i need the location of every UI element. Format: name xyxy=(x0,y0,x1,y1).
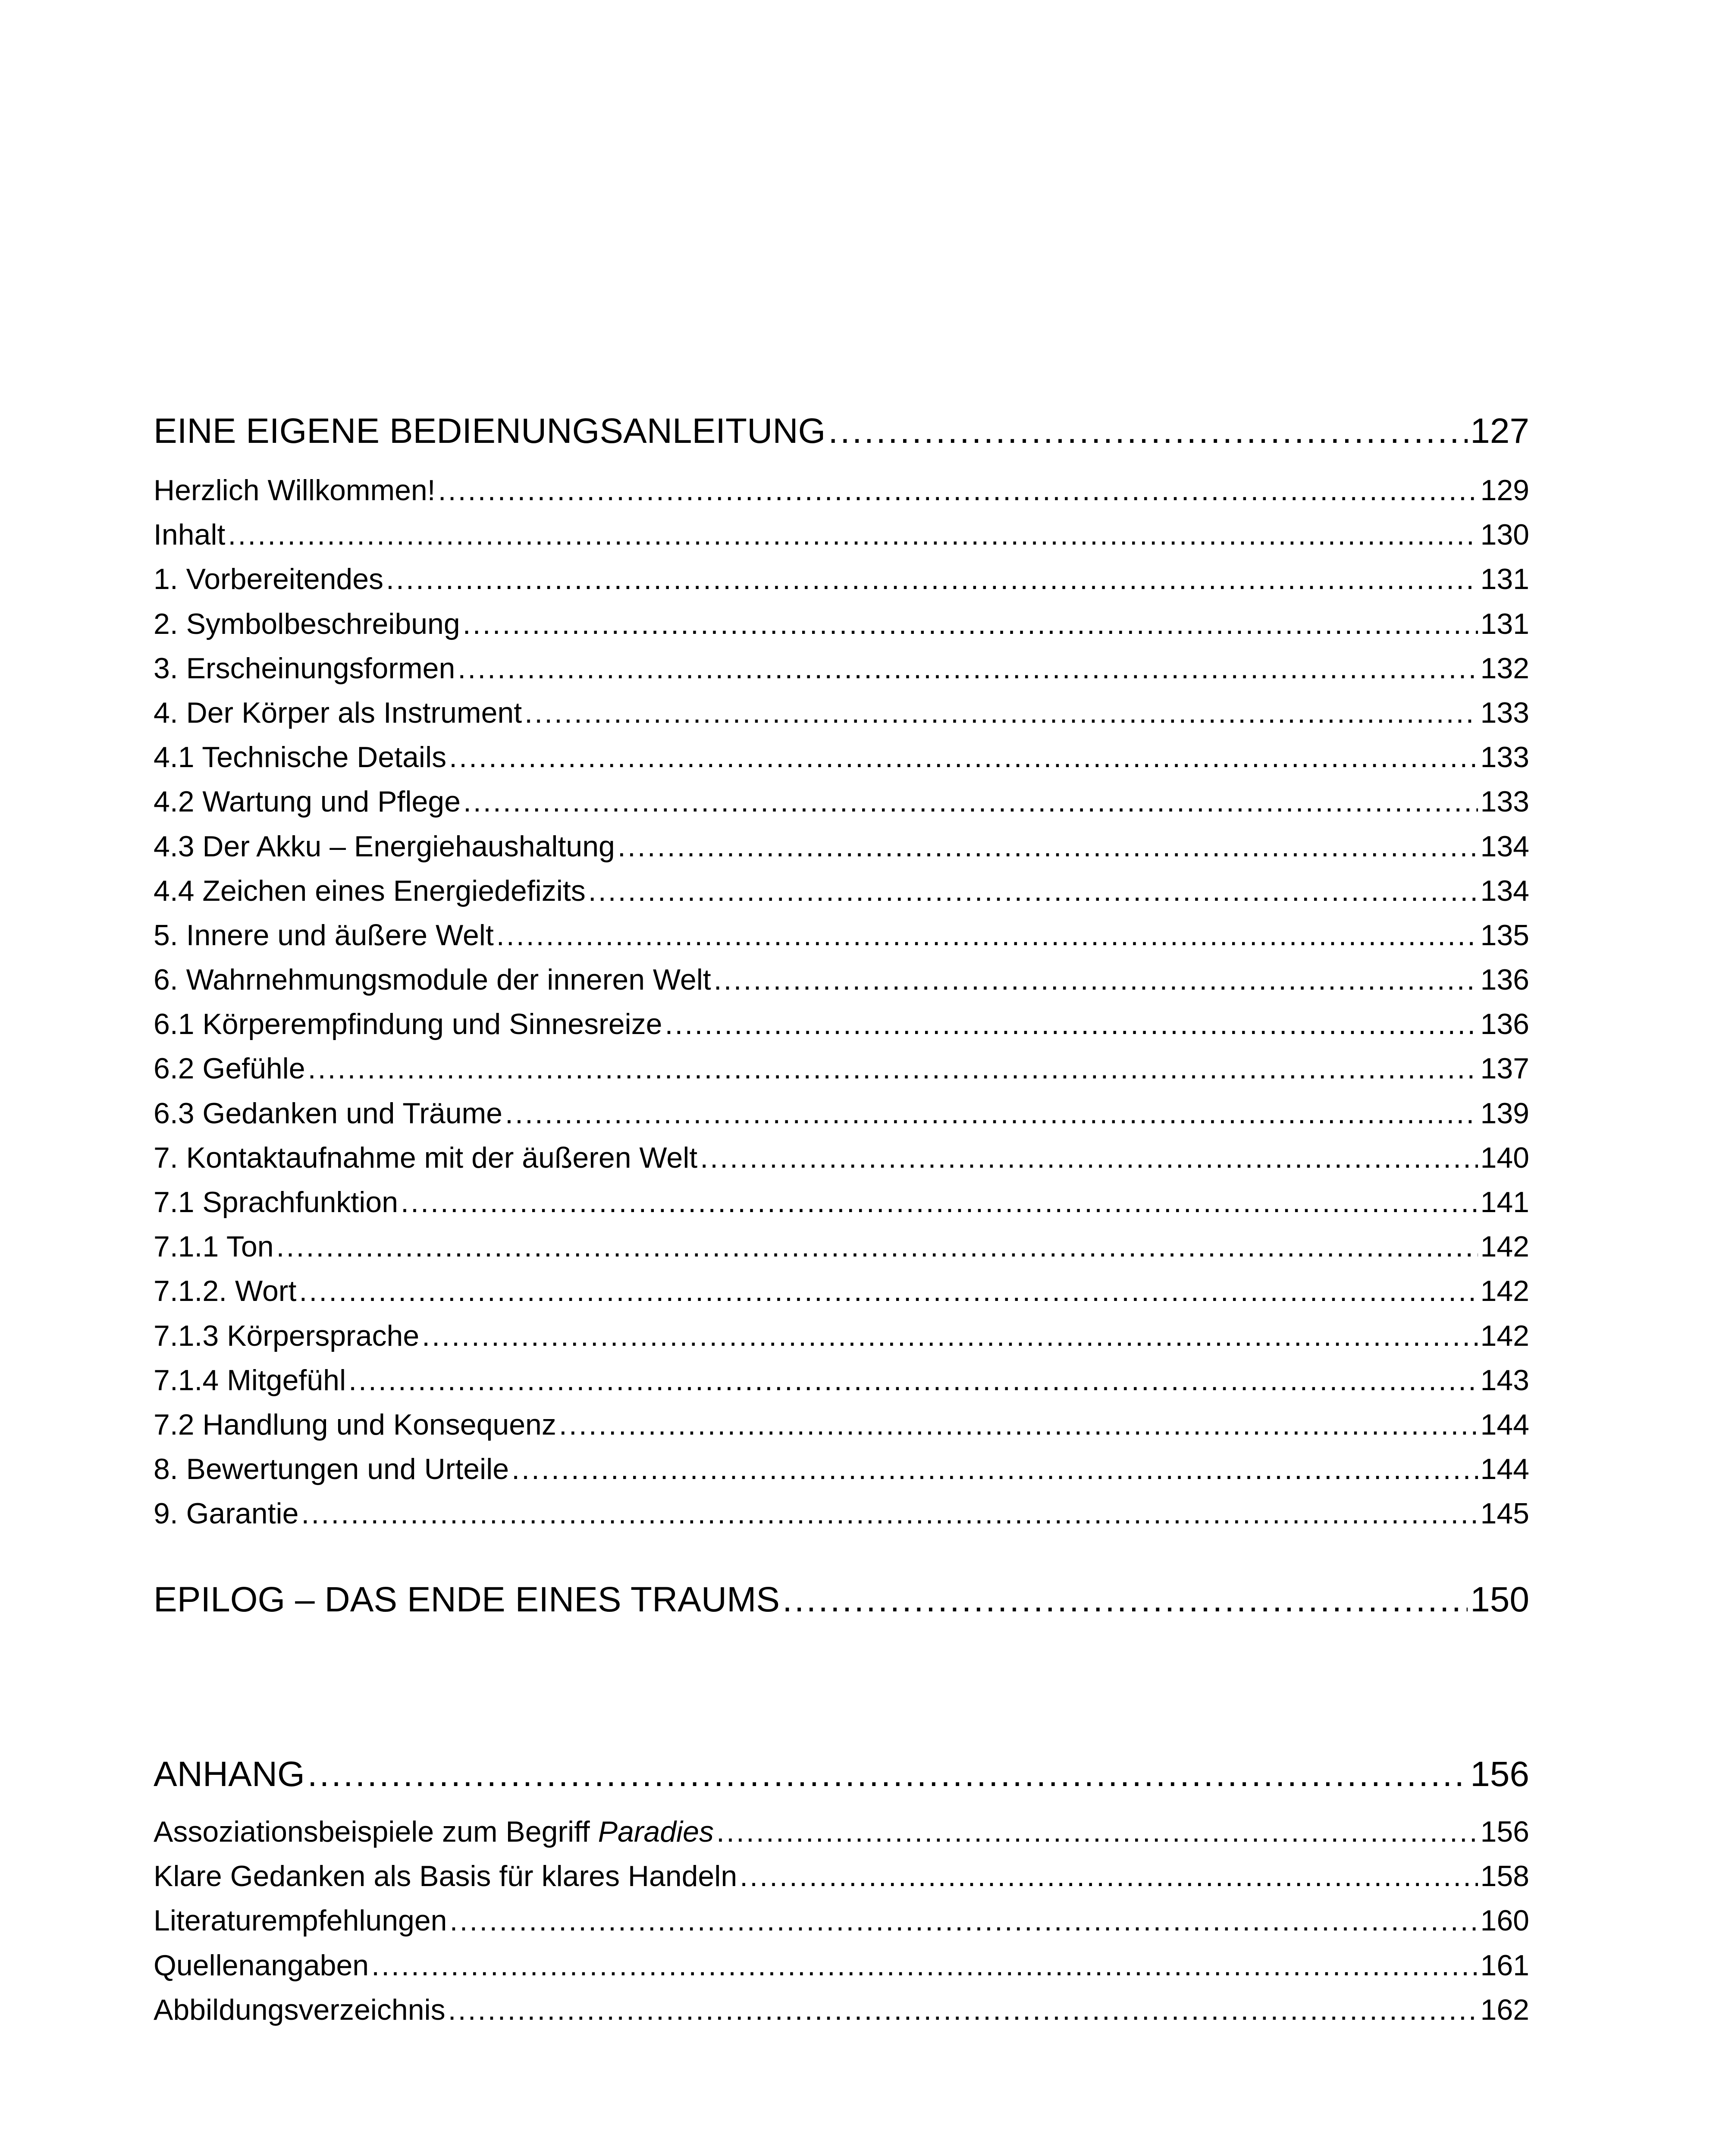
toc-entry-page: 135 xyxy=(1480,918,1529,952)
toc-entry xyxy=(154,1810,1529,1854)
toc-entry xyxy=(154,1091,1529,1136)
toc-entry-page: 134 xyxy=(1480,830,1529,863)
toc-entry-page: 161 xyxy=(1480,1949,1529,1982)
toc-entry-label: 6.3 Gedanken und Träume xyxy=(154,1097,502,1130)
toc-entry-label-italic: Paradies xyxy=(598,1815,714,1848)
toc-heading xyxy=(154,405,1529,457)
toc-entry-page: 132 xyxy=(1480,652,1529,685)
toc-dot-leader xyxy=(665,1002,1478,1047)
toc-entry-label: 4. Der Körper als Instrument xyxy=(154,696,522,729)
toc-entry xyxy=(154,1403,1529,1447)
toc-dot-leader xyxy=(449,1899,1478,1943)
toc-entry xyxy=(154,958,1529,1002)
toc-entry-page: 134 xyxy=(1480,874,1529,907)
toc-dot-leader xyxy=(301,1492,1478,1536)
toc-entry xyxy=(154,1314,1529,1358)
toc-entry xyxy=(154,1180,1529,1225)
toc-dot-leader xyxy=(307,1749,1468,1800)
toc-entry-page: 162 xyxy=(1480,1993,1529,2026)
toc-entry-label: 6. Wahrnehmungsmodule der inneren Welt xyxy=(154,963,711,997)
toc-entry-label: Klare Gedanken als Basis für klares Handeln xyxy=(154,1860,737,1893)
toc-entry xyxy=(154,646,1529,691)
toc-entry xyxy=(154,913,1529,958)
toc-entry-page: 144 xyxy=(1480,1408,1529,1441)
toc-entry xyxy=(154,780,1529,824)
toc-entry-label: 7.1.1 Ton xyxy=(154,1230,274,1263)
toc-entry-page: 142 xyxy=(1480,1319,1529,1352)
toc-entry xyxy=(154,1988,1529,2032)
toc-dot-leader xyxy=(782,1574,1468,1626)
toc-entry-page: 129 xyxy=(1480,474,1529,507)
toc-entry-page: 156 xyxy=(1480,1815,1529,1848)
toc-entry-label: 5. Innere und äußere Welt xyxy=(154,918,494,952)
toc-dot-leader xyxy=(505,1091,1478,1136)
toc-dot-leader xyxy=(448,1988,1478,2032)
toc-entry-page: 142 xyxy=(1480,1230,1529,1263)
toc-entry-label: Abbildungsverzeichnis xyxy=(154,1993,446,2026)
toc-dot-leader xyxy=(524,691,1478,735)
toc-entry-list xyxy=(154,468,1529,1536)
toc-entry-page: 140 xyxy=(1480,1141,1529,1174)
toc-entry-label: 4.2 Wartung und Pflege xyxy=(154,785,461,818)
toc-dot-leader xyxy=(386,557,1478,602)
toc-entry xyxy=(154,691,1529,735)
toc-entry-label: 4.3 Der Akku – Energiehaushaltung xyxy=(154,830,615,863)
toc-section-anhang xyxy=(154,1749,1529,2032)
toc-dot-leader xyxy=(308,1047,1478,1091)
toc-entry xyxy=(154,513,1529,557)
toc-section-bedienungsanleitung xyxy=(154,405,1529,1536)
toc-entry-label: 9. Garantie xyxy=(154,1497,299,1530)
toc-entry-label: 1. Vorbereitendes xyxy=(154,563,384,596)
toc-dot-leader xyxy=(449,735,1478,780)
toc-dot-leader xyxy=(371,1943,1478,1988)
toc-dot-leader xyxy=(348,1358,1478,1403)
toc-entry xyxy=(154,1943,1529,1988)
toc-entry-page: 136 xyxy=(1480,1008,1529,1041)
toc-entry-page: 144 xyxy=(1480,1453,1529,1486)
toc-entry xyxy=(154,1002,1529,1047)
toc-entry-page: 145 xyxy=(1480,1497,1529,1530)
toc-entry xyxy=(154,735,1529,780)
toc-heading-page: 127 xyxy=(1470,411,1529,451)
toc-entry-label: 4.4 Zeichen eines Energiedefizits xyxy=(154,874,586,907)
toc-entry-label: 6.2 Gefühle xyxy=(154,1052,305,1085)
toc-entry-page: 137 xyxy=(1480,1052,1529,1085)
toc-entry xyxy=(154,557,1529,602)
toc-entry xyxy=(154,1225,1529,1269)
toc-entry-page: 133 xyxy=(1480,741,1529,774)
toc-entry-label-prefix: Assoziationsbeispiele zum Begriff xyxy=(154,1815,598,1848)
toc-dot-leader xyxy=(716,1810,1478,1854)
toc-heading xyxy=(154,1749,1529,1800)
toc-section-epilog xyxy=(154,1574,1529,1626)
toc-entry-label: Literaturempfehlungen xyxy=(154,1904,447,1937)
toc-heading-page: 156 xyxy=(1470,1755,1529,1794)
toc-entry-page: 141 xyxy=(1480,1186,1529,1219)
toc-entry xyxy=(154,869,1529,913)
toc-heading-title: EINE EIGENE BEDIENUNGSANLEITUNG xyxy=(154,411,826,451)
toc-dot-leader xyxy=(496,913,1478,958)
toc-entry-label: 7.1.4 Mitgefühl xyxy=(154,1363,346,1397)
toc-dot-leader xyxy=(463,780,1478,824)
toc-entry-page: 139 xyxy=(1480,1097,1529,1130)
toc-entry xyxy=(154,824,1529,869)
toc-entry-label: 7.2 Handlung und Konsequenz xyxy=(154,1408,556,1441)
toc-entry xyxy=(154,1899,1529,1943)
toc-entry-label: 7.1 Sprachfunktion xyxy=(154,1186,398,1219)
toc-entry-page: 158 xyxy=(1480,1860,1529,1893)
toc-dot-leader xyxy=(228,513,1478,557)
toc-entry-page: 131 xyxy=(1480,607,1529,640)
toc-entry xyxy=(154,1447,1529,1492)
toc-entry-page: 160 xyxy=(1480,1904,1529,1937)
toc-dot-leader xyxy=(700,1136,1478,1180)
toc-dot-leader xyxy=(276,1225,1478,1269)
toc-entry-list xyxy=(154,1810,1529,2032)
toc-entry-page: 136 xyxy=(1480,963,1529,997)
toc-entry-label xyxy=(154,1810,714,1854)
toc-heading xyxy=(154,1574,1529,1626)
toc-entry-label: 3. Erscheinungsformen xyxy=(154,652,455,685)
toc-entry xyxy=(154,1269,1529,1313)
toc-entry xyxy=(154,1047,1529,1091)
toc-dot-leader xyxy=(438,468,1478,513)
toc-dot-leader xyxy=(618,824,1478,869)
toc-dot-leader xyxy=(740,1854,1478,1899)
toc-entry-label: 2. Symbolbeschreibung xyxy=(154,607,460,640)
toc-heading-title: EPILOG – DAS ENDE EINES TRAUMS xyxy=(154,1580,780,1619)
toc-dot-leader xyxy=(299,1269,1478,1313)
toc-entry-page: 142 xyxy=(1480,1275,1529,1308)
toc-dot-leader xyxy=(458,646,1478,691)
toc-dot-leader xyxy=(588,869,1478,913)
toc-entry-label: Quellenangaben xyxy=(154,1949,369,1982)
toc-entry-page: 133 xyxy=(1480,785,1529,818)
toc-entry-page: 131 xyxy=(1480,563,1529,596)
toc-entry-label: Inhalt xyxy=(154,518,226,552)
toc-dot-leader xyxy=(401,1180,1478,1225)
toc-dot-leader xyxy=(828,405,1468,457)
toc-entry-page: 143 xyxy=(1480,1363,1529,1397)
toc-heading-page: 150 xyxy=(1470,1580,1529,1619)
toc-entry-page: 133 xyxy=(1480,696,1529,729)
toc-entry-page: 130 xyxy=(1480,518,1529,552)
toc-entry xyxy=(154,602,1529,646)
toc-entry-label: 7.1.3 Körpersprache xyxy=(154,1319,420,1352)
toc-entry xyxy=(154,1358,1529,1403)
toc-entry-label: 7. Kontaktaufnahme mit der äußeren Welt xyxy=(154,1141,698,1174)
toc-dot-leader xyxy=(559,1403,1478,1447)
toc-dot-leader xyxy=(714,958,1478,1002)
toc-entry-label: 4.1 Technische Details xyxy=(154,741,447,774)
toc-heading-title: ANHANG xyxy=(154,1755,305,1794)
toc-entry-label: 8. Bewertungen und Urteile xyxy=(154,1453,509,1486)
toc-entry-label: 6.1 Körperempfindung und Sinnesreize xyxy=(154,1008,662,1041)
toc-dot-leader xyxy=(422,1314,1478,1358)
toc-entry xyxy=(154,1136,1529,1180)
toc-entry xyxy=(154,1492,1529,1536)
toc-dot-leader xyxy=(463,602,1478,646)
toc-entry xyxy=(154,468,1529,513)
toc-entry-label: Herzlich Willkommen! xyxy=(154,474,436,507)
toc-dot-leader xyxy=(511,1447,1478,1492)
toc-entry-label: 7.1.2. Wort xyxy=(154,1275,297,1308)
toc-entry xyxy=(154,1854,1529,1899)
